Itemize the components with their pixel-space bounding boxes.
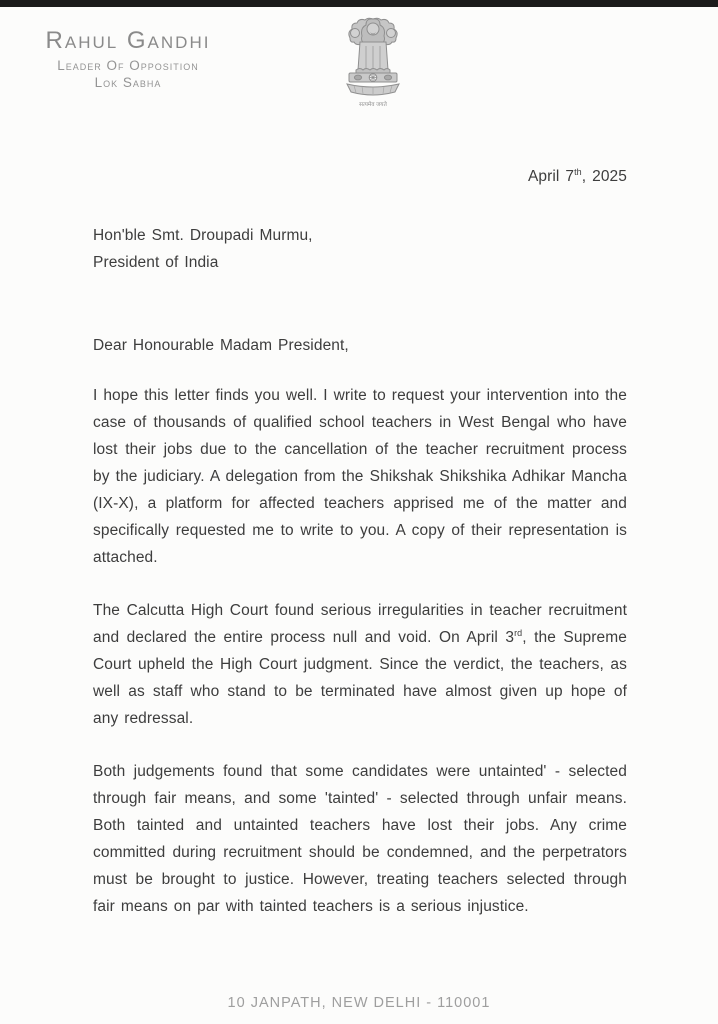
recipient-line: President of India xyxy=(93,254,219,271)
recipient-line: Hon'ble Smt. Droupadi Murmu, xyxy=(93,227,313,244)
letter-paragraph: I hope this letter finds you well. I write to request your intervention into the case of thousands of qualified school teachers in West Bengal who have lost their jobs due to the cancellation of the teacher recruitment process by the judiciary. A delegation from the Shikshak Shikshika Adhikar Mancha (IX-X), a platform for affected teachers apprised me of the matter and specifically requested me to write to you. A copy of their representation is attached. xyxy=(93,387,627,566)
emblem-caption: सत्यमेव जयते xyxy=(359,102,387,108)
letter-paragraph: Both judgements found that some candidates were untainted' - selected through fair means, and some 'tainted' - selected through unfair means. Both tainted and untainted teachers have lost their jobs. Any crime committed during recruitment should be condemned, and the perpetrators must be brought to justice. However, treating teachers selected through fair means on par with tainted teachers is a serious injustice. xyxy=(93,763,627,915)
letter-content xyxy=(93,163,627,920)
recipient-block xyxy=(93,222,627,276)
letterhead xyxy=(0,0,718,150)
sender-title: Leader Of Opposition xyxy=(57,58,199,73)
sender-organization: Lok Sabha xyxy=(94,75,162,90)
letter-date: April 7th, 2025 xyxy=(527,166,627,185)
state-emblem-of-india-icon xyxy=(340,16,406,96)
letter-body xyxy=(93,382,627,920)
sender-block xyxy=(36,28,220,91)
salutation: Dear Honourable Madam President, xyxy=(93,337,349,354)
letter-paragraph: The Calcutta High Court found serious irregularities in teacher recruitment and declared the entire process null and void. On April 3rd, the Supreme Court upheld the High Court judgment. Since the verdict, the teachers, as well as staff who stand to be terminated have almost given up hope of any redressal. xyxy=(93,602,627,727)
sender-name: Rahul Gandhi xyxy=(45,27,211,54)
emblem-block xyxy=(337,16,409,109)
footer-address: 10 JANPATH, NEW DELHI - 110001 xyxy=(227,995,491,1011)
